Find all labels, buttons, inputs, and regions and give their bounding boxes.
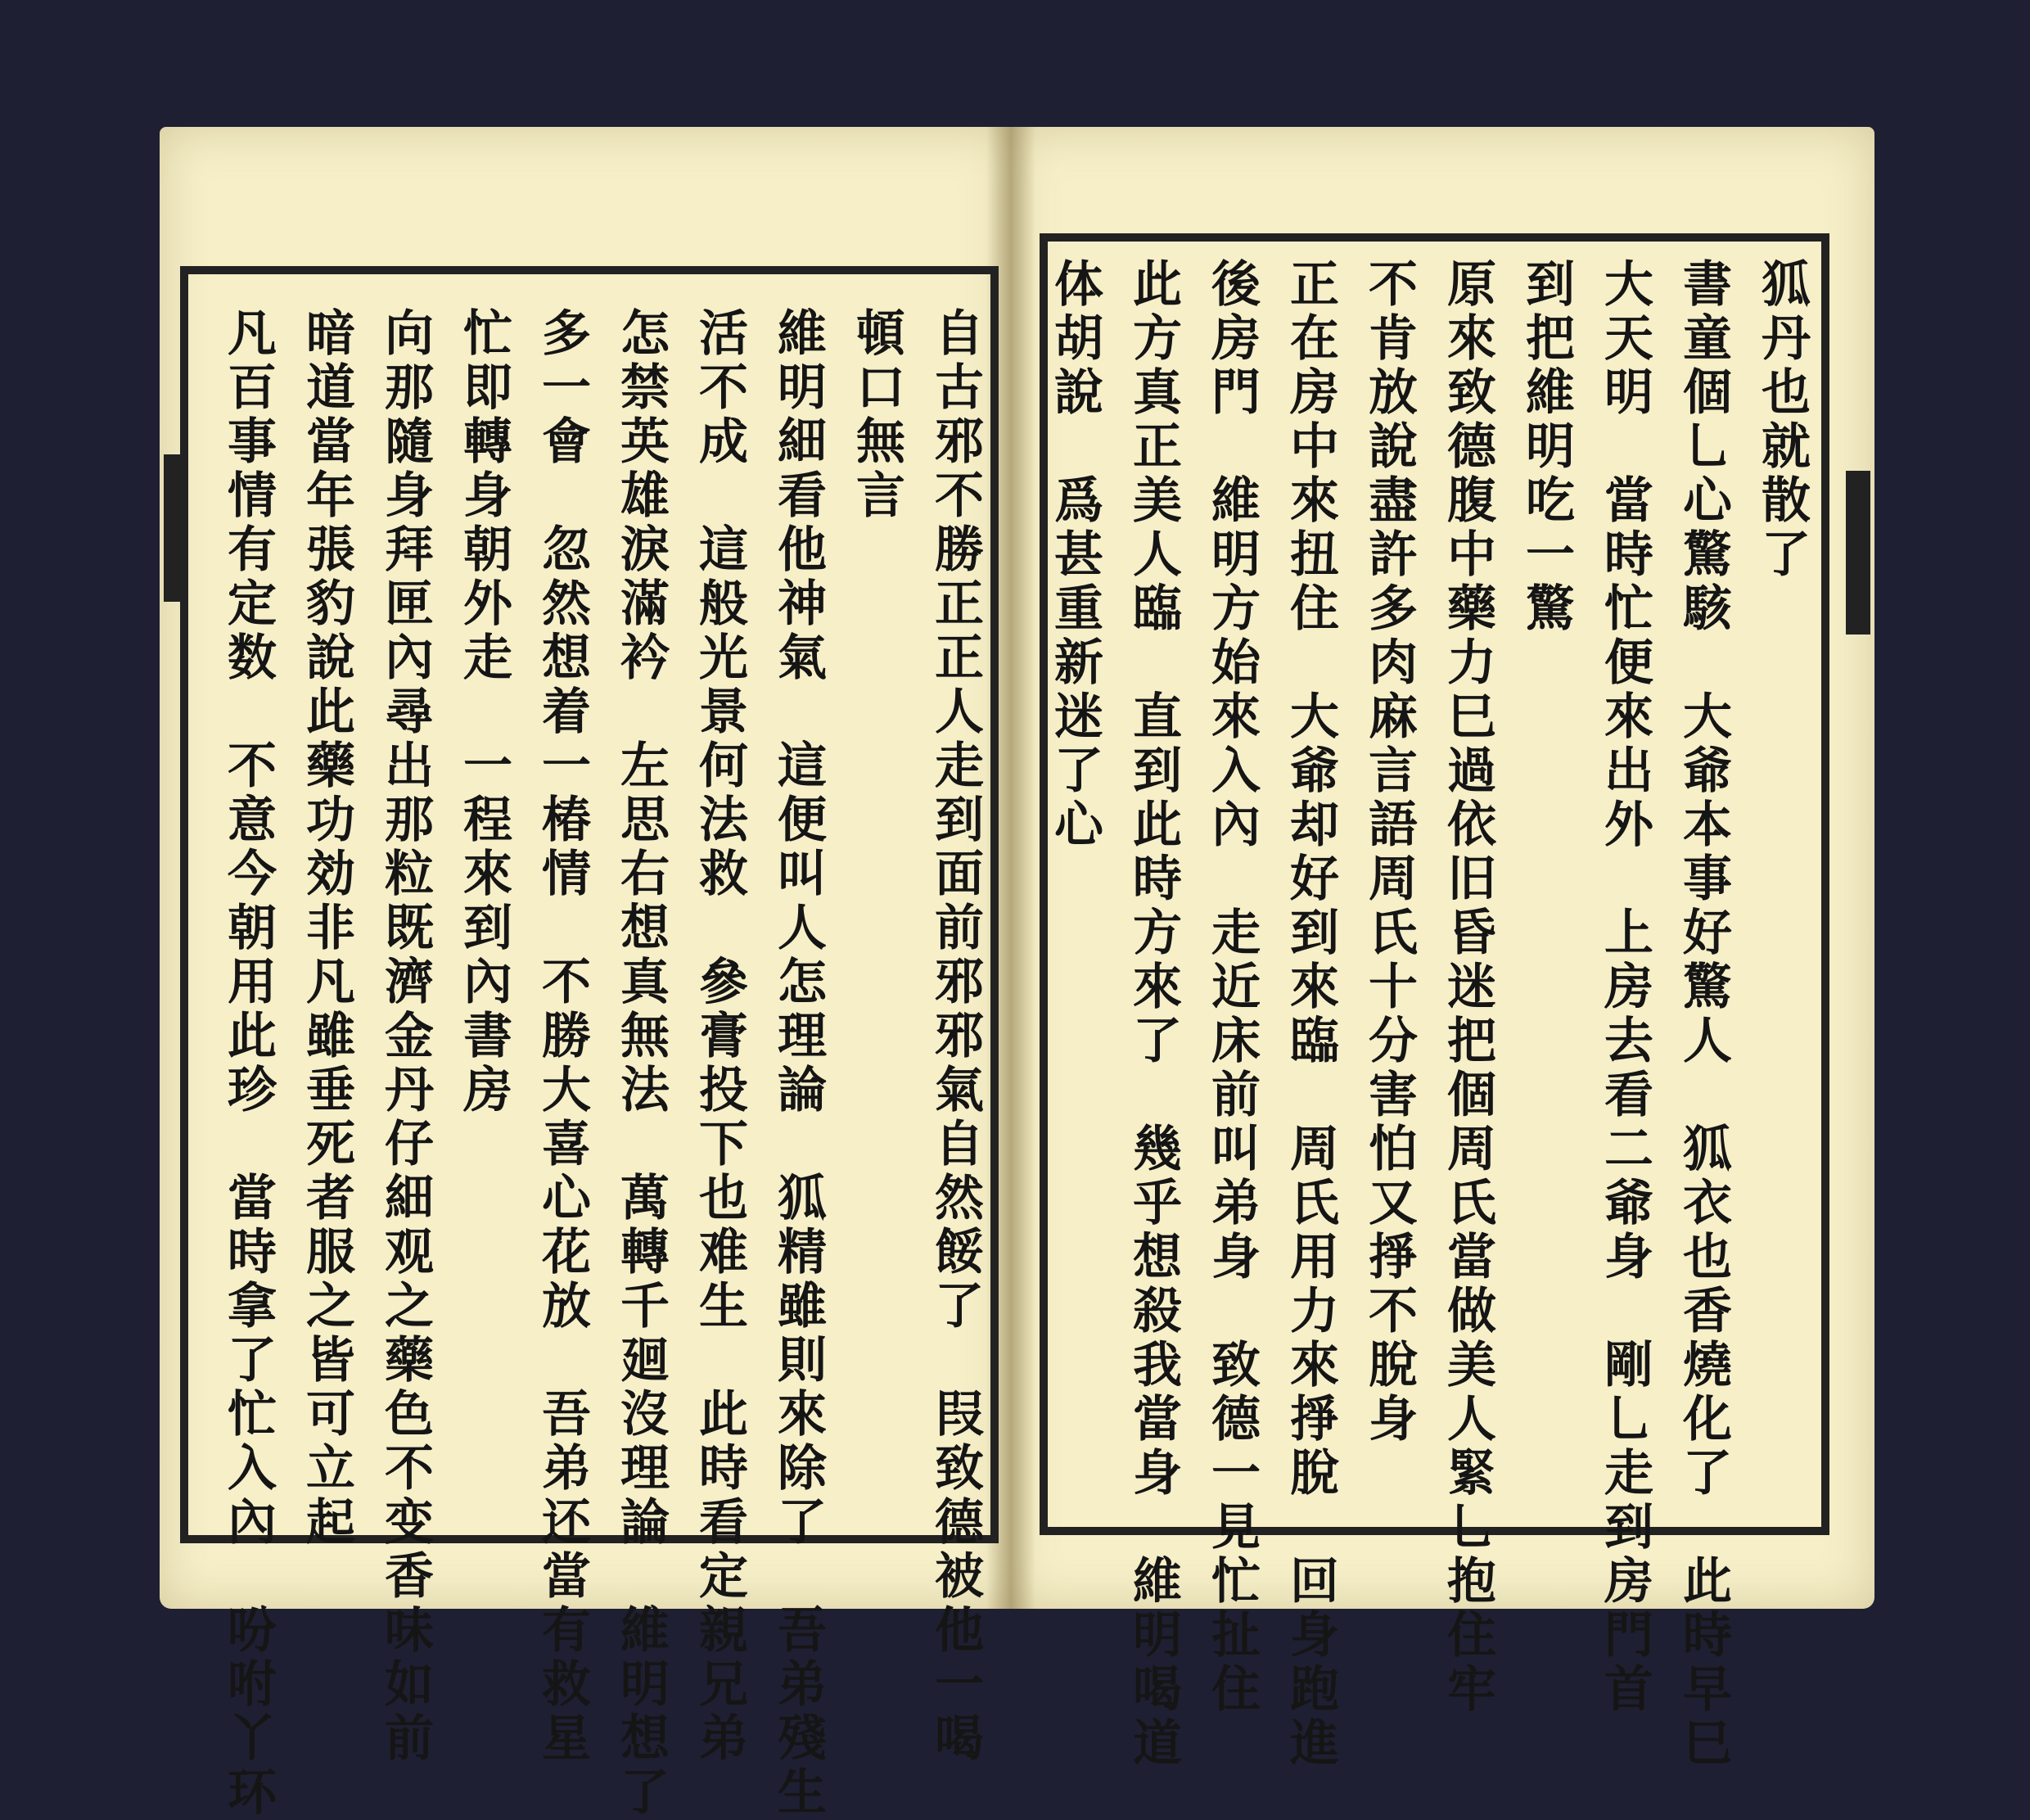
text-column: 活不成 這般光景何法救 參膏投下也难生 此時看定親兄弟 bbox=[691, 307, 748, 1766]
text-column: 怎禁英雄淚滿衿 左思右想真無法 萬轉千廻沒理論 維明想了 bbox=[612, 307, 670, 1820]
text-column: 向那隨身拜匣內尋出那粒既濟金丹仔細观之藥色不变香味如前 bbox=[377, 307, 434, 1766]
fish-tail-mark-right bbox=[1846, 471, 1870, 635]
text-column: 書童個乚心驚駭 大爺本事好驚人 狐衣也香燒化了 此時早巳 bbox=[1675, 258, 1732, 1771]
text-column: 自古邪不勝正正人走到面前邪邪氣自然餒了 叚致德被他一喝 bbox=[927, 307, 984, 1766]
text-column: 忙即轉身朝外走 一程來到內書房 bbox=[455, 307, 512, 1118]
text-column: 此方真正美人臨 直到此時方來了 幾乎想殺我當身 維明喝道 bbox=[1125, 258, 1182, 1771]
text-column: 暗道當年張豹說此藥功効非凡雖垂死者服之皆可立起 bbox=[298, 307, 355, 1550]
text-column: 狐丹也就散了 bbox=[1753, 258, 1811, 582]
text-column: 不肯放說盡許多肉麻言語周氏十分害怕又掙不脫身 bbox=[1360, 258, 1418, 1447]
text-column: 到把維明吃一驚 bbox=[1518, 258, 1575, 636]
text-column: 後房門 維明方始來入內 走近床前叫弟身 致德一見忙扯住 bbox=[1203, 258, 1261, 1717]
text-column: 頓口無言 bbox=[848, 307, 905, 523]
right-page-text bbox=[1046, 258, 1821, 1771]
text-column: 原來致德腹中藥力巳過依旧昏迷把個周氏當做美人緊乚抱住牢 bbox=[1439, 258, 1496, 1717]
text-column: 多一會 忽然想着一椿情 不勝大喜心花放 吾弟还當有救星 bbox=[534, 307, 591, 1766]
text-column: 凡百事情有定数 不意今朝用此珍 當時拿了忙入內 吩咐丫环 bbox=[219, 307, 277, 1820]
text-column: 維明細看他神氣 這便叫人怎理論 狐精雖則來除了 吾弟殘生 bbox=[769, 307, 827, 1820]
fish-tail-mark-left bbox=[164, 454, 188, 602]
text-column: 正在房中來扭住 大爺却好到來臨 周氏用力來掙脫 回身跑進 bbox=[1282, 258, 1339, 1771]
text-column: 体胡說 爲甚重新迷了心 bbox=[1046, 258, 1103, 852]
open-book bbox=[160, 127, 1874, 1820]
left-page-text bbox=[196, 307, 995, 1820]
text-column: 大天明 當時忙便來出外 上房去看二爺身 剛乚走到房門首 bbox=[1596, 258, 1653, 1717]
